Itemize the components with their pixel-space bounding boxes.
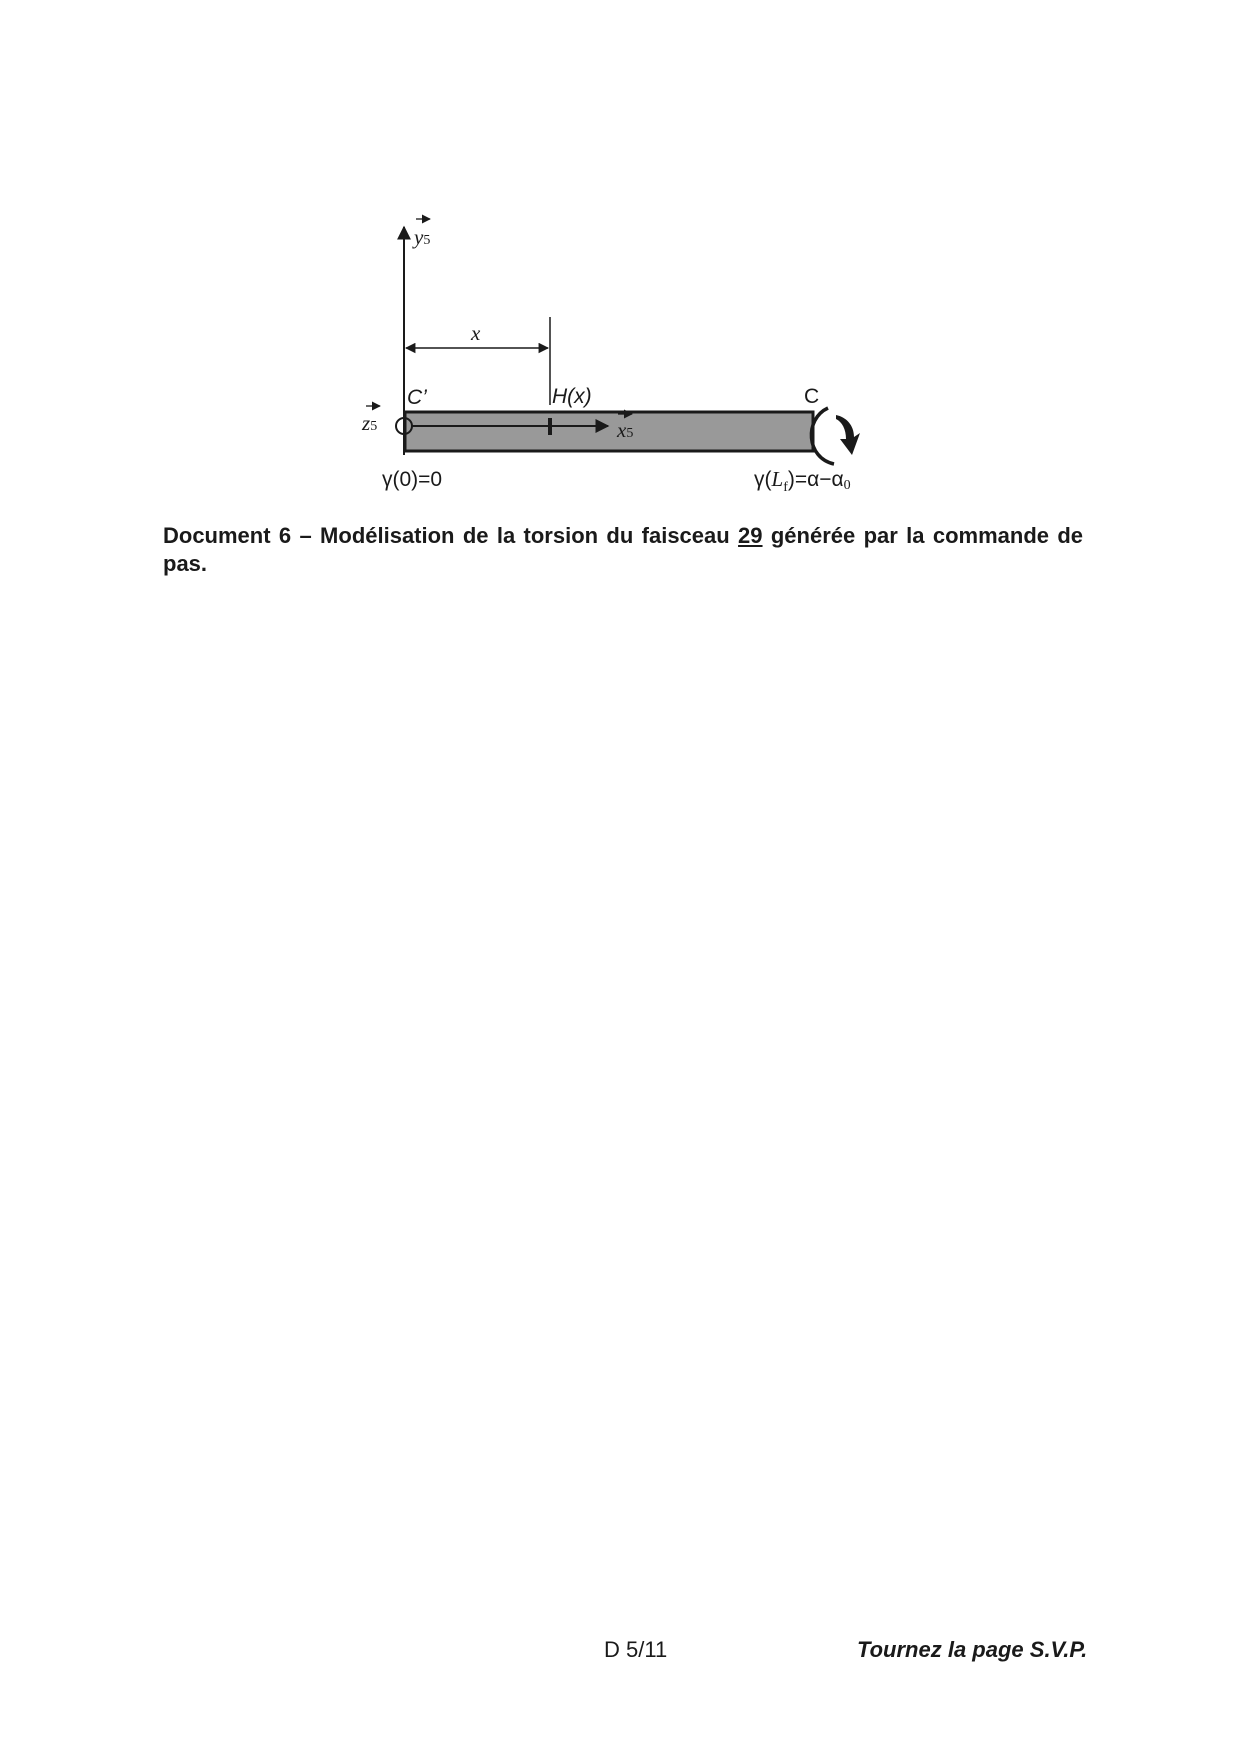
point-h-label: H(x) [552,385,592,408]
turn-page-note: Tournez la page S.V.P. [857,1637,1088,1662]
x-axis-label: x5 [617,418,634,442]
caption-reference: 29 [738,523,763,548]
torsion-diagram [340,205,900,505]
bc-left-label: γ(0)=0 [382,468,443,491]
dimension-label: x [471,321,481,345]
point-c-prime-label: C’ [407,386,427,409]
z-axis-label: z5 [362,411,378,435]
bc-right-label: $\gamma(L_f)=\alpha-\alpha 0$ [754,467,851,495]
torsion-arrowhead-icon [836,415,860,455]
y-axis-label: y5 [414,225,431,249]
torsion-rotation-icon [811,408,834,464]
beam [405,412,813,451]
page-number: D 5/11 [604,1637,668,1662]
point-c-label: C [804,385,820,408]
figure-caption: Document 6 – Modélisation de la torsion du faisceau 29 générée par la commande de pas. [163,523,1084,576]
